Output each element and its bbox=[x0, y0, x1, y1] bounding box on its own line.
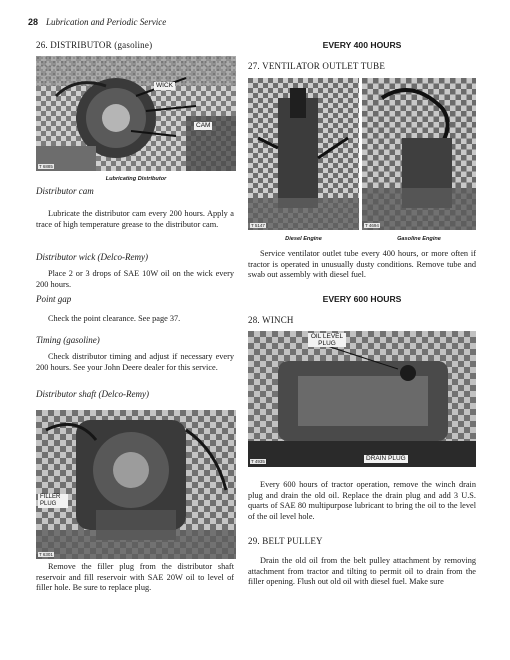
every-600-heading: EVERY 600 HOURS bbox=[322, 294, 402, 304]
running-title: Lubrication and Periodic Service bbox=[46, 17, 167, 27]
figure-number: T 6885 bbox=[39, 164, 53, 169]
pulley-text: Drain the old oil from the belt pulley attachment by removing attachment from tractor and tilting to permit oil to drain from the filler opening. Flush out old oil with diesel fuel. Make sure bbox=[248, 556, 476, 587]
timing-text: Check distributor timing and adjust if necessary every 200 hours. See your John Deere dealer for this service. bbox=[36, 352, 234, 372]
page-header bbox=[28, 12, 328, 26]
winch-photo-art bbox=[248, 331, 476, 467]
section-28-title: 28. WINCH bbox=[248, 315, 294, 325]
cam-label: CAM bbox=[196, 122, 211, 129]
ventilator-photo-gasoline bbox=[362, 78, 476, 230]
gap-text: Check the point clearance. See page 37. bbox=[48, 314, 181, 323]
ventilator-photo-diesel-art bbox=[248, 78, 359, 230]
ventilator-photo-diesel bbox=[248, 78, 359, 230]
distributor-shaft-photo-art bbox=[36, 410, 236, 559]
figure-number: T 6301 bbox=[39, 552, 53, 557]
winch-text: Every 600 hours of tractor operation, remove the winch drain plug and drain the old oil. Replace the drain plug and add 3 U.S. quarts of SAE 80 multipurpose lubricant to bring the oil to the level of the oil level hole. bbox=[248, 480, 476, 521]
drain-plug-label: DRAIN PLUG bbox=[366, 455, 406, 462]
figure-number: T 4935 bbox=[251, 459, 265, 464]
shaft-text: Remove the filler plug from the distributor shaft reservoir and fill reservoir with SAE 20W oil to level of filler hole. Be sure to replace plug. bbox=[36, 562, 234, 593]
section-27-title: 27. VENTILATOR OUTLET TUBE bbox=[248, 61, 386, 71]
figure-caption-diesel: Diesel Engine bbox=[285, 236, 322, 242]
ventilator-text: Service ventilator outlet tube every 400 hours, or more often if tractor is operated in unusually dusty conditions. Remove tube and swab out assembly with diesel fuel. bbox=[248, 249, 476, 280]
figure-caption: Lubricating Distributor bbox=[105, 176, 167, 182]
figure-caption-gasoline: Gasoline Engine bbox=[397, 236, 441, 242]
oil-level-plug-label: OIL LEVEL PLUG bbox=[308, 333, 346, 347]
filler-plug-label: FILLER PLUG bbox=[38, 494, 68, 508]
section-29-title: 29. BELT PULLEY bbox=[248, 536, 323, 546]
every-400-heading: EVERY 400 HOURS bbox=[322, 40, 402, 50]
ventilator-photo-gasoline-art bbox=[362, 78, 476, 230]
shaft-heading: Distributor shaft (Delco-Remy) bbox=[36, 389, 149, 399]
section-26-title: 26. DISTRIBUTOR (gasoline) bbox=[36, 40, 153, 50]
distributor-shaft-photo bbox=[36, 410, 236, 559]
cam-text: Lubricate the distributor cam every 200 hours. Apply a trace of high temperature grease to the distributor cam. bbox=[36, 209, 234, 229]
winch-photo bbox=[248, 331, 476, 467]
timing-heading: Timing (gasoline) bbox=[36, 335, 100, 345]
distributor-photo-art bbox=[36, 56, 236, 171]
figure-number: T 4694 bbox=[365, 223, 379, 228]
wick-label: WICK bbox=[156, 82, 173, 89]
wick-heading: Distributor wick (Delco-Remy) bbox=[36, 252, 148, 262]
gap-heading: Point gap bbox=[36, 294, 72, 304]
page-number: 28 bbox=[28, 17, 39, 27]
figure-number: T 5147 bbox=[251, 223, 265, 228]
wick-text: Place 2 or 3 drops of SAE 10W oil on the wick every 200 hours. bbox=[36, 269, 234, 289]
cam-heading: Distributor cam bbox=[36, 186, 94, 196]
distributor-photo bbox=[36, 56, 236, 171]
